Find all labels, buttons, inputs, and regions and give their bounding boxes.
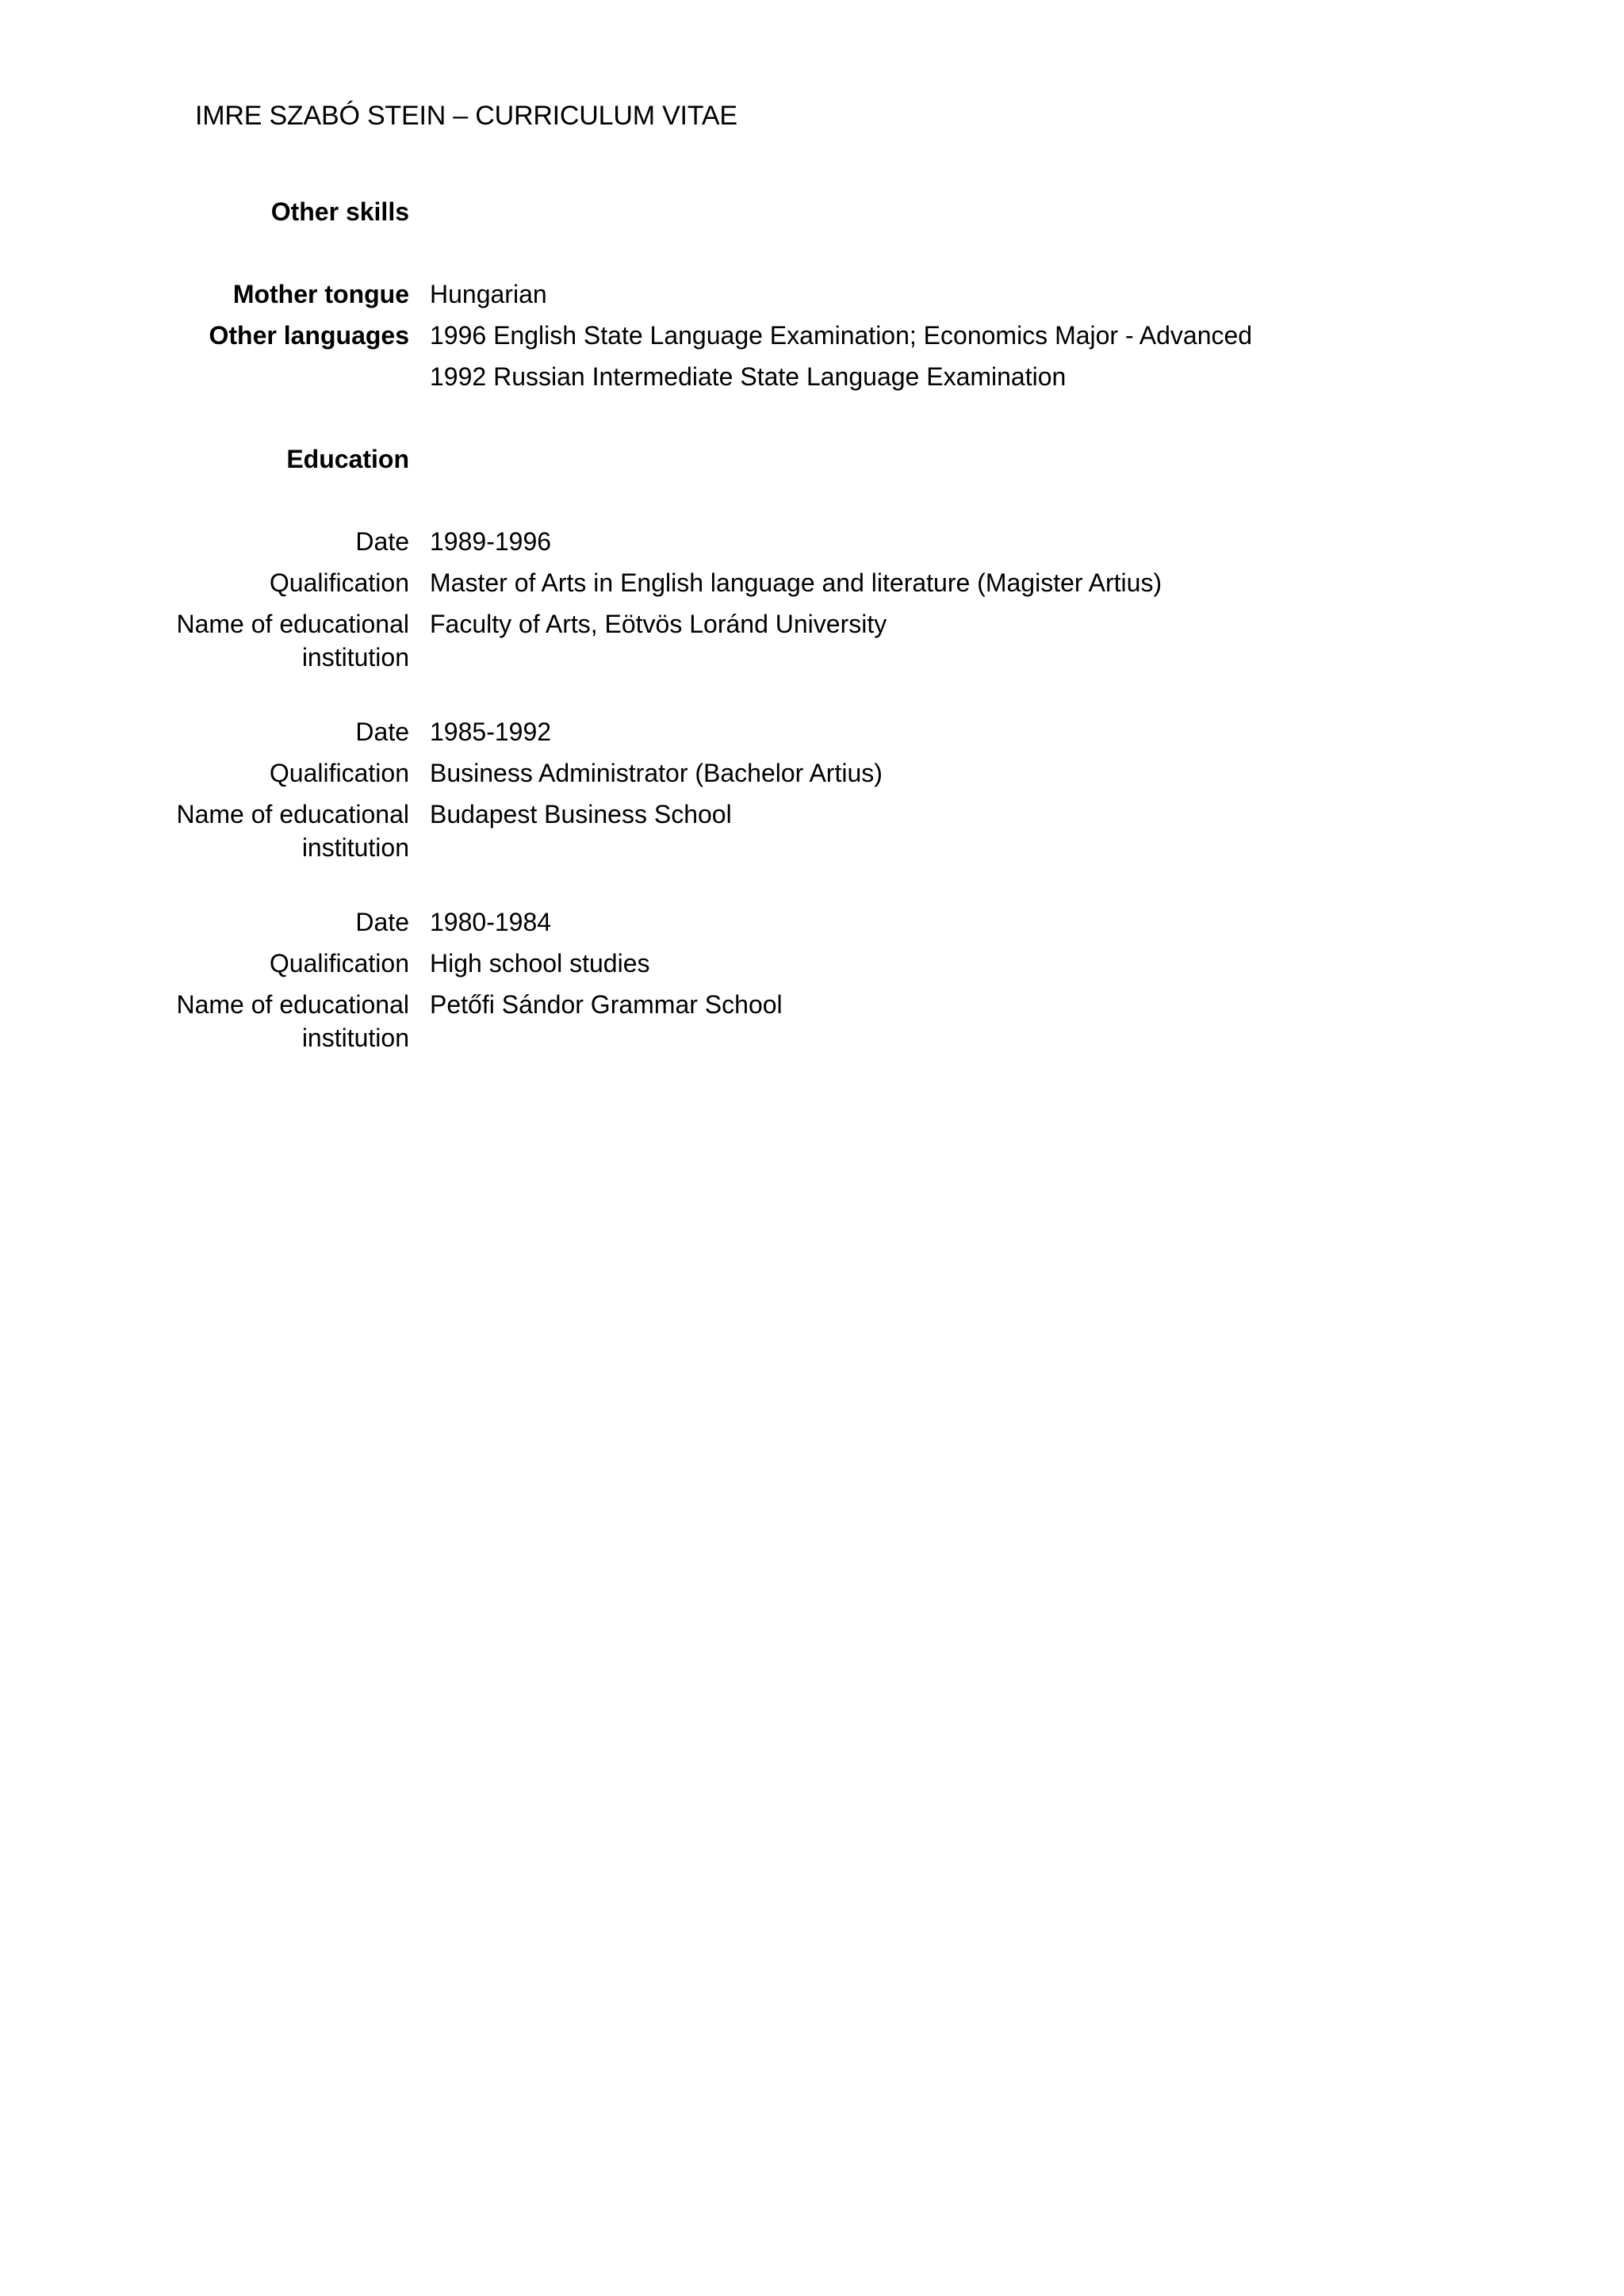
section-title-other-skills: Other skills xyxy=(270,197,409,226)
institution-value: Faculty of Arts, Eötvös Loránd University xyxy=(430,610,887,638)
other-language-item: 1992 Russian Intermediate State Language Examination xyxy=(430,362,1067,391)
institution-label-line-2: institution xyxy=(301,643,409,672)
date-label: Date xyxy=(355,527,409,556)
institution-value: Budapest Business School xyxy=(430,800,732,828)
qualification-label: Qualification xyxy=(269,949,409,978)
institution-label xyxy=(155,798,409,864)
mother-tongue-value: Hungarian xyxy=(430,280,547,308)
mother-tongue-label: Mother tongue xyxy=(232,280,409,308)
institution-label-line-1: Name of educational xyxy=(176,800,409,828)
qualification-value: Business Administrator (Bachelor Artius) xyxy=(430,759,883,787)
date-value: 1989-1996 xyxy=(430,527,552,556)
date-label: Date xyxy=(355,718,409,746)
institution-label xyxy=(155,988,409,1054)
qualification-value: Master of Arts in English language and literature (Magister Artius) xyxy=(430,568,1162,597)
institution-label-line-2: institution xyxy=(301,833,409,862)
institution-label xyxy=(155,607,409,674)
section-title-education: Education xyxy=(286,445,409,473)
date-value: 1980-1984 xyxy=(430,908,552,936)
institution-label-line-1: Name of educational xyxy=(176,990,409,1019)
institution-label-line-2: institution xyxy=(301,1024,409,1052)
qualification-label: Qualification xyxy=(269,759,409,787)
institution-label-line-1: Name of educational xyxy=(176,610,409,638)
qualification-value: High school studies xyxy=(430,949,650,978)
document-title: IMRE SZABÓ STEIN – CURRICULUM VITAE xyxy=(195,101,737,131)
date-label: Date xyxy=(355,908,409,936)
other-language-item: 1996 English State Language Examination; Economics Major - Advanced xyxy=(430,321,1253,350)
institution-value: Petőfi Sándor Grammar School xyxy=(430,990,783,1019)
other-languages-label: Other languages xyxy=(209,321,409,350)
qualification-label: Qualification xyxy=(269,568,409,597)
date-value: 1985-1992 xyxy=(430,718,552,746)
